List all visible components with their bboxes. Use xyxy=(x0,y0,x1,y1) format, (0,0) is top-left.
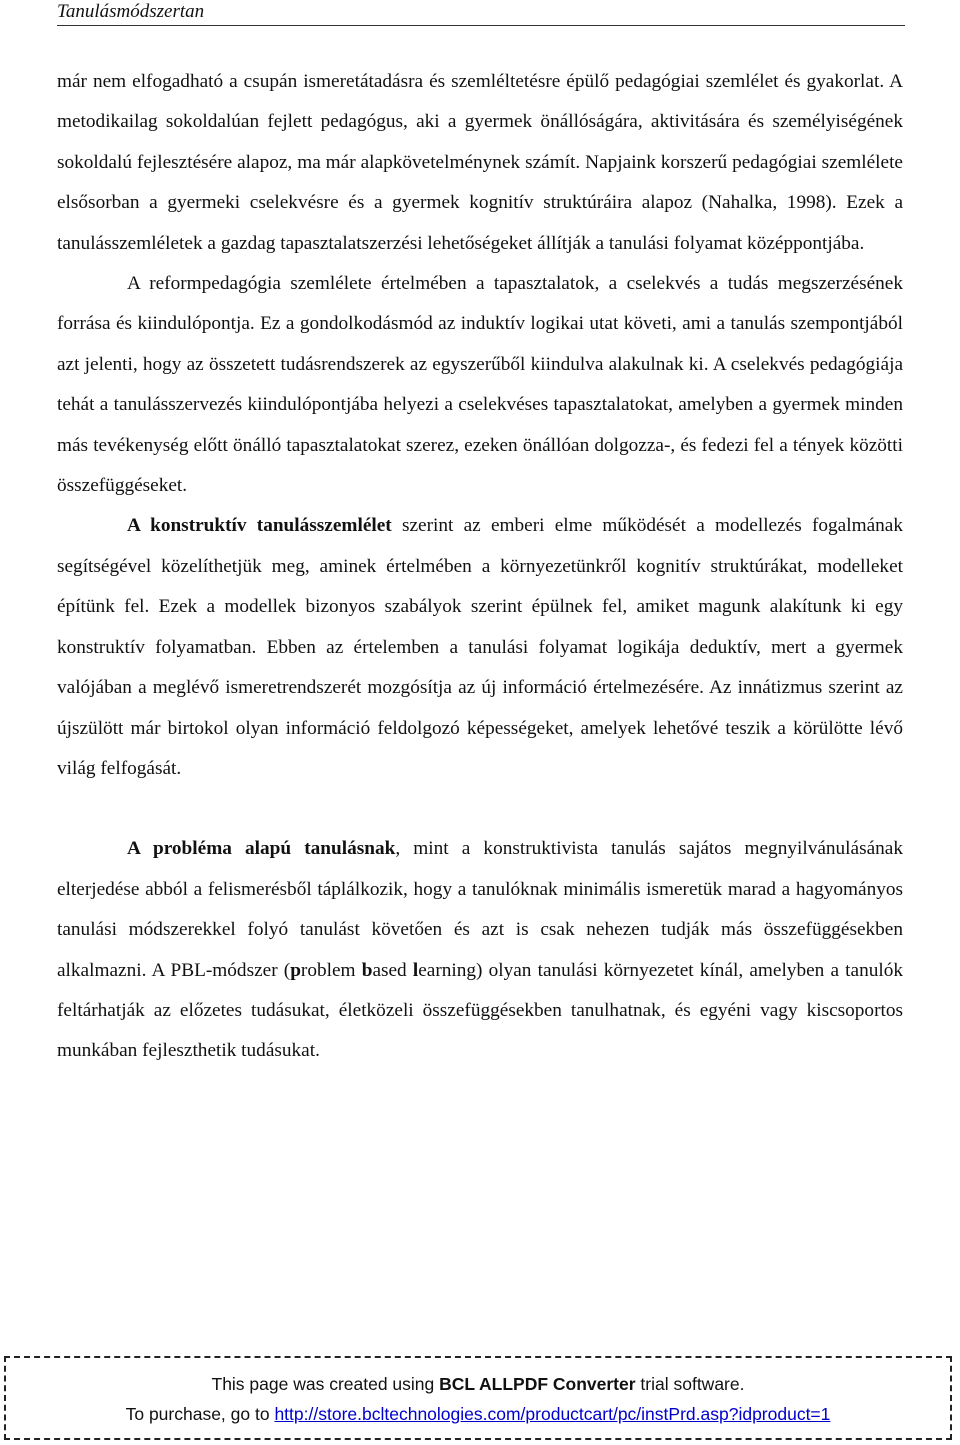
footer-line-1 xyxy=(6,1374,950,1395)
paragraph-4 xyxy=(57,829,903,1071)
document-body xyxy=(57,62,903,1072)
paragraph-gap xyxy=(57,789,903,829)
bold-term-problema-alapu: A probléma alapú tanulásnak xyxy=(127,838,396,860)
footer-line-2 xyxy=(6,1404,950,1425)
footer-text: To purchase, go to xyxy=(125,1404,275,1424)
trial-watermark-box xyxy=(4,1356,952,1440)
bold-letter-p: p xyxy=(290,959,301,981)
paragraph-text: , mint a konstruktivista tanulás sajátos megnyilvánulásának elterjedése abból a felismerésből táplálkozik, hogy a tanulóknak minimális ismeretük marad a hagyományos tanulási módszerekkel folyó tanulást követően és azt is csak nehezen tudják más összefüggésekben alkalmazni. A PBL-módszer ( xyxy=(57,838,903,981)
purchase-link[interactable]: http://store.bcltechnologies.com/productcart/pc/instPrd.asp?idproduct=1 xyxy=(274,1404,831,1424)
bold-letter-l: l xyxy=(412,959,419,981)
footer-text: This page was created using xyxy=(211,1374,440,1394)
paragraph-text: ased xyxy=(372,959,413,981)
paragraph-2 xyxy=(57,264,903,506)
header-title: Tanulásmódszertan xyxy=(57,1,205,22)
page-header xyxy=(57,0,905,26)
paragraph-text: earning) olyan tanulási környezetet kínál, amelyben a tanulók feltárhatják az előzetes tudásukat, életközeli összefüggésekben tanulhatnak, és egyéni vagy kiscsoportos munkában fejleszthetik tudásukat. xyxy=(57,959,903,1062)
footer-brand: BCL ALLPDF Converter xyxy=(439,1374,636,1394)
paragraph-text: szerint az emberi elme működését a modellezés fogalmának segítségével közelíthetjük meg, aminek értelmében a környezetünkről kognitív struktúrákat, modelleket építünk fel. Ezek a modellek bizonyos szabályok szerint épülnek fel, amiket magunk alakítunk ki egy konstruktív folyamatban. Ebben az értelemben a tanulási folyamat logikája deduktív, mert a gyermek valójában a meglévő ismeretrendszerét mozgósítja az új információ értelmezésére. Az innátizmus szerint az újszülött már birtokol olyan információ feldolgozó képességeket, amelyek lehetővé teszik a körülötte lévő világ felfogását. xyxy=(57,515,903,779)
bold-letter-b: b xyxy=(361,959,373,981)
paragraph-text: roblem xyxy=(300,959,362,981)
paragraph-3 xyxy=(57,506,903,789)
footer-text: trial software. xyxy=(635,1374,745,1394)
paragraph-1 xyxy=(57,62,903,264)
paragraph-text: már nem elfogadható a csupán ismeretátadásra és szemléltetésre épülő pedagógiai szemlélet és gyakorlat. A metodikailag sokoldalúan fejlett pedagógus, aki a gyermek önállóságára, aktivitására és személyiségének sokoldalú fejlesztésére alapoz, ma már alapkövetelménynek számít. Napjaink korszerű pedagógiai szemlélete elsősorban a gyermeki cselekvésre és a gyermek kognitív struktúráira alapoz (Nahalka, 1998). Ezek a tanulásszemléletek a gazdag tapasztalatszerzési lehetőségeket állítják a tanulási folyamat középpontjába. xyxy=(57,71,903,254)
bold-term-konstruktiv: A konstruktív tanulásszemlélet xyxy=(127,515,392,537)
paragraph-text: A reformpedagógia szemlélete értelmében a tapasztalatok, a cselekvés a tudás megszerzésének forrása és kiindulópontja. Ez a gondolkodásmód az induktív logikai utat követi, ami a tanulás szempontjából azt jelenti, hogy az összetett tudásrendszerek az egyszerűből kiindulva alakulnak ki. A cselekvés pedagógiája tehát a tanulásszervezés kiindulópontjába helyezi a cselekvéses tapasztalatokat, amelyben a gyermek minden más tevékenység előtt önálló tapasztalatokat szerez, ezeken önállóan dolgozza-, és fedezi fel a tények közötti összefüggéseket. xyxy=(57,273,903,497)
